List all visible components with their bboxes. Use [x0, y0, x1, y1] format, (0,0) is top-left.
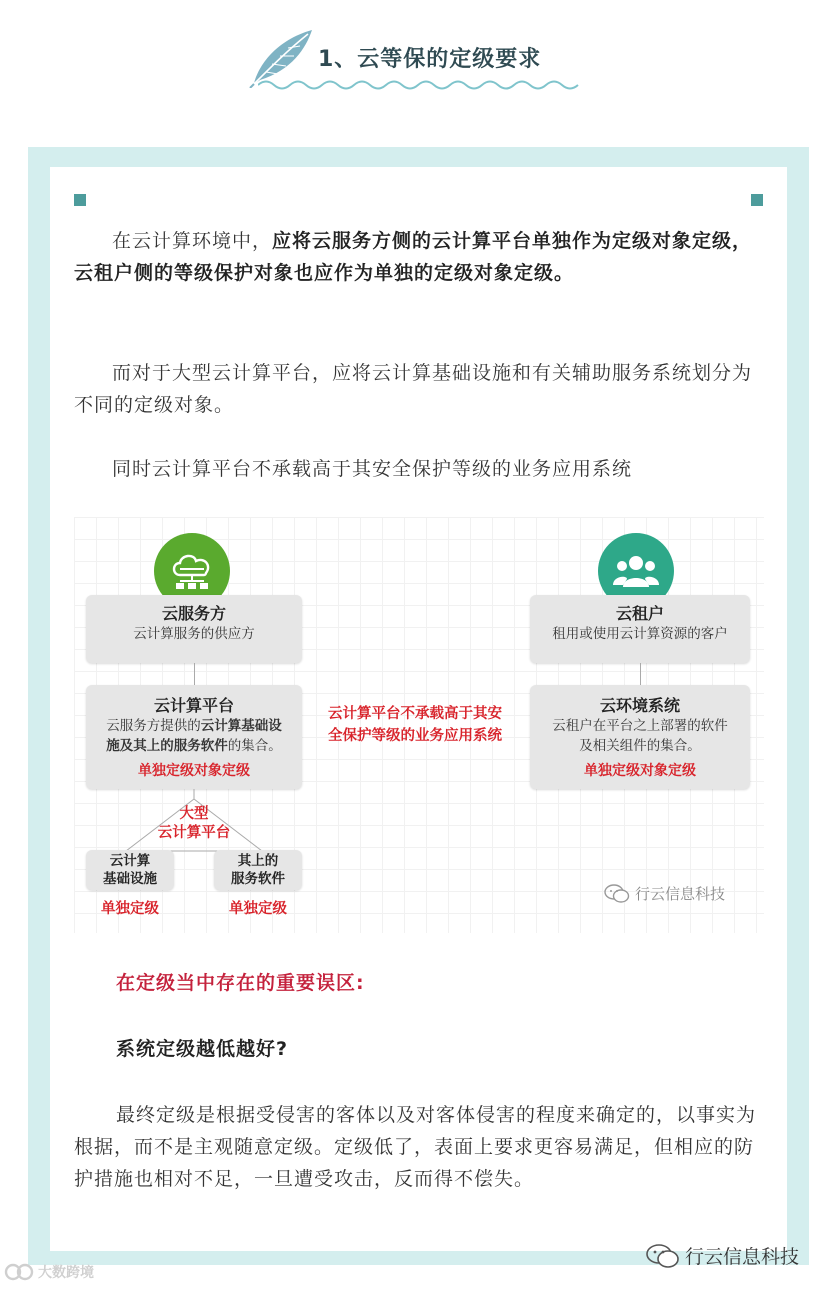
- service-software-box: 其上的 服务软件: [214, 850, 302, 890]
- large-platform-label: 大型 云计算平台: [157, 806, 231, 841]
- cloud-tenant-box: 云租户 租用或使用云计算资源的客户: [530, 595, 750, 663]
- paragraph-2: 而对于大型云计算平台，应将云计算基础设施和有关辅助服务系统划分为不同的定级对象。: [74, 362, 753, 416]
- corner-marker-right: [751, 194, 763, 206]
- paragraph-3: 同时云计算平台不承载高于其安全保护等级的业务应用系统: [112, 458, 633, 480]
- corner-marker-left: [74, 194, 86, 206]
- cloud-platform-desc-2: 施及其上的服务软件的集合。: [106, 738, 282, 754]
- wechat-icon: [646, 1243, 680, 1269]
- users-icon: [613, 553, 659, 589]
- paragraph-1: 在云计算环境中，应将云服务方侧的云计算平台单独作为定级对象定级，云租户侧的等级保护对象也应作为单独的定级对象定级。: [74, 230, 753, 284]
- service-software-grading-label: 单独定级: [229, 901, 287, 917]
- wechat-icon: [604, 884, 630, 904]
- misconception-body: 最终定级是根据受侵害的客体以及对客体侵害的程度来确定的，以事实为根据，而不是主观随意定级。定级低了，表面上要求更容易满足，但相应的防护措施也相对不足，一旦遭受攻击，反而得不偿失。: [74, 1104, 757, 1190]
- cloud-environment-box: 云环境系统 云租户在平台之上部署的软件 及相关组件的集合。 单独定级对象定级: [530, 685, 750, 789]
- cloud-grading-diagram: [74, 517, 764, 933]
- connector-line-right: [640, 663, 641, 685]
- wave-divider: [258, 78, 584, 92]
- account-watermark: 行云信息科技: [646, 1242, 799, 1269]
- watermark-logo-icon: [4, 1263, 34, 1281]
- cloud-platform-desc-1: 云服务方提供的云计算基础设: [106, 718, 282, 734]
- content-card: [50, 167, 787, 1251]
- misconception-heading: 在定级当中存在的重要误区:: [116, 972, 365, 994]
- cloud-network-icon: [168, 549, 216, 593]
- section-header: [0, 0, 834, 110]
- misconception-question: 系统定级越低越好?: [116, 1038, 289, 1060]
- center-note: 云计算平台不承载高于其安 全保护等级的业务应用系统: [328, 706, 502, 744]
- cloud-service-provider-box: 云服务方 云计算服务的供应方: [86, 595, 302, 663]
- page-title: 1、云等保的定级要求: [318, 47, 542, 72]
- cloud-platform-box: 云计算平台 云服务方提供的云计算基础设 施及其上的服务软件的集合。 单独定级对象定级: [86, 685, 302, 789]
- infrastructure-grading-label: 单独定级: [101, 901, 159, 917]
- bottom-watermark: 大数跨境: [4, 1262, 94, 1282]
- infrastructure-box: 云计算 基础设施: [86, 850, 174, 890]
- connector-line: [194, 663, 195, 685]
- diagram-watermark: 行云信息科技: [604, 883, 725, 904]
